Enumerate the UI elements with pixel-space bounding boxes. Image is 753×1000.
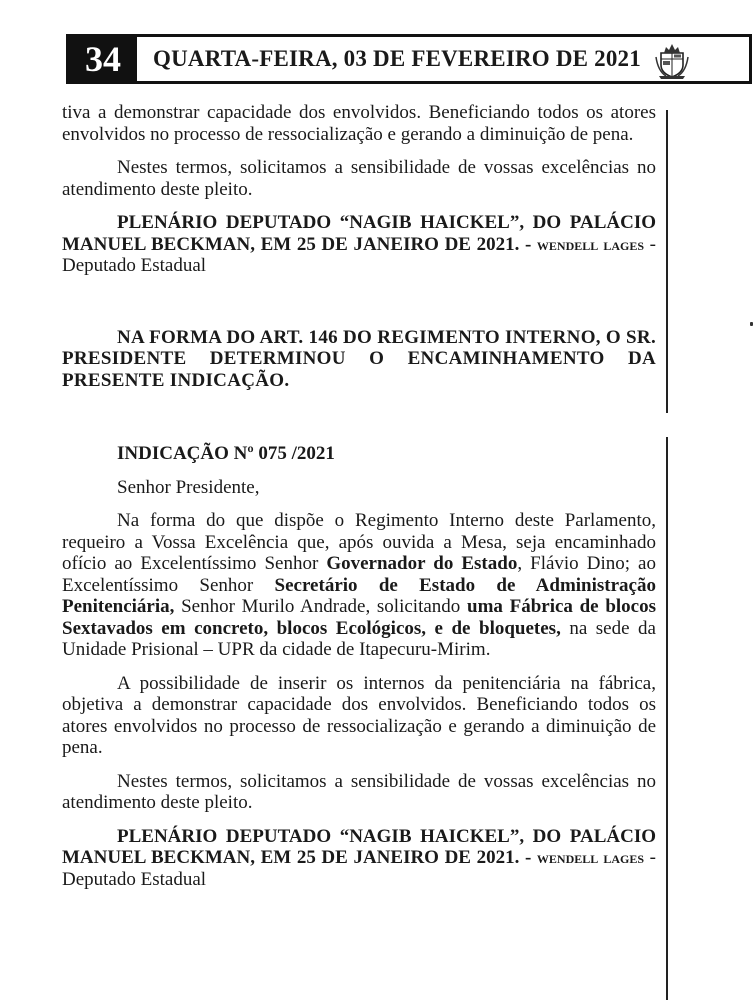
- paragraph-closing-request: Nestes termos, solicitamos a sensibilidade de vossas excelências no atendimento deste pleito.: [62, 157, 656, 200]
- document-body: [62, 102, 656, 890]
- issue-date: QUARTA-FEIRA, 03 DE FEVEREIRO DE 2021: [153, 46, 641, 71]
- paragraph-continuation: tiva a demonstrar capacidade dos envolvidos. Beneficiando todos os atores envolvidos no processo de ressocialização e gerando a diminuição de pena.: [62, 102, 656, 145]
- signature-name: wendell lages: [536, 234, 645, 254]
- paragraph-possibility: A possibilidade de inserir os internos da penitenciária na fábrica, objetiva a demonstrar capacidade dos envolvidos. Beneficiando todos os atores envolvidos no processo de ressocialização e gerando a diminuição de pena.: [62, 672, 656, 758]
- signature-block-1: [62, 212, 656, 277]
- page-header: [66, 34, 752, 84]
- body-bold-request: uma Fábrica de blocos Sextavados em concreto, blocos Ecológicos, e de bloquetes,: [62, 596, 656, 639]
- page-number: 34: [69, 37, 137, 81]
- body-text-1: Na forma do que dispõe o Regimento Interno deste Parlamento, requeiro a Vossa Excelência que, após ouvida a Mesa, seja encaminhado ofício ao Excelentíssimo Senhor: [62, 510, 656, 574]
- indicacao-request-paragraph: [62, 510, 656, 661]
- column-rule-bottom: [666, 437, 668, 1000]
- signature-name-2: wendell lages: [536, 848, 645, 867]
- signature-location-2: PLENÁRIO DEPUTADO “NAGIB HAICKEL”, DO PALÁCIO MANUEL BECKMAN, EM 25 DE JANEIRO DE 2021. -: [62, 825, 656, 868]
- paragraph-closing-request-2: Nestes termos, solicitamos a sensibilidade de vossas excelências no atendimento deste pleito.: [62, 770, 656, 813]
- indicacao-title: INDICAÇÃO Nº 075 /2021: [117, 443, 335, 464]
- body-text-2: , Flávio Dino; ao Excelentíssimo Senhor: [62, 553, 656, 596]
- signature-block-2: [62, 826, 656, 891]
- signature-role: - Deputado Estadual: [62, 233, 657, 276]
- signature-location: PLENÁRIO DEPUTADO “NAGIB HAICKEL”, DO PALÁCIO MANUEL BECKMAN, EM 25 DE JANEIRO DE 2021. -: [62, 212, 656, 255]
- signature-role-2: - Deputado Estadual: [62, 847, 657, 890]
- body-text-3: Senhor Murilo Andrade, solicitando: [174, 596, 467, 617]
- salutation: Senhor Presidente,: [117, 476, 260, 498]
- body-bold-governor: Governador do Estado: [326, 553, 518, 574]
- column-rule-top: [666, 110, 668, 413]
- state-coat-of-arms-icon: [653, 39, 691, 79]
- body-text-4: na sede da Unidade Prisional – UPR da cidade de Itapecuru-Mirim.: [62, 617, 656, 660]
- forwarding-notice: NA FORMA DO ART. 146 DO REGIMENTO INTERNO, O SR. PRESIDENTE DETERMINOU O ENCAMINHAMENTO DA PRESENTE INDICAÇÃO.: [62, 326, 656, 391]
- body-bold-secretary: Secretário de Estado de Administração Penitenciária,: [62, 574, 656, 617]
